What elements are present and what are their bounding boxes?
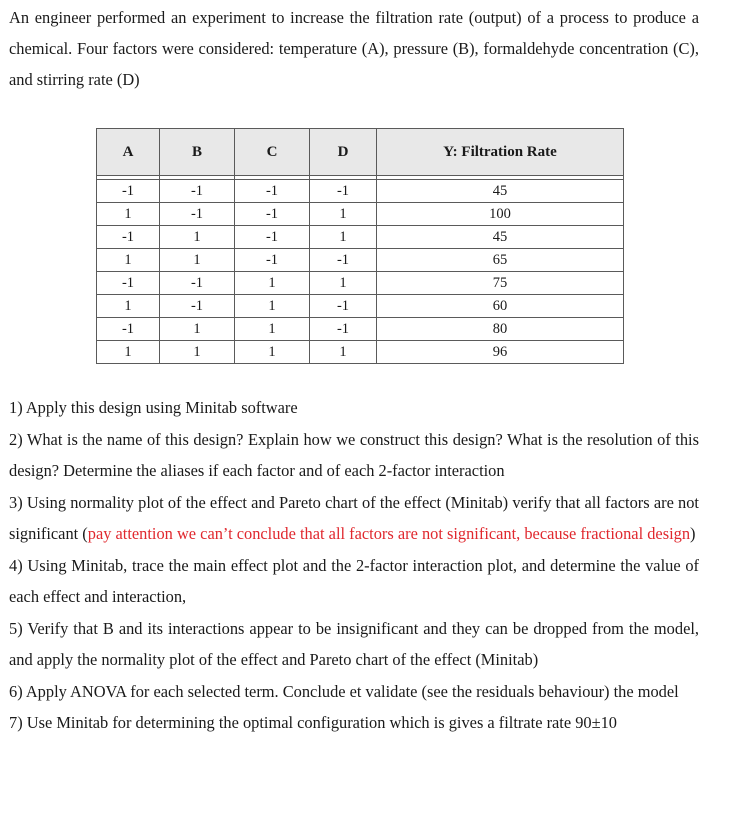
cell-b: -1: [160, 203, 235, 226]
question-2: 2) What is the name of this design? Explain how we construct this design? What is the resolution of this design? Determine the aliases if each factor and of each 2-factor interaction: [9, 429, 699, 480]
table-row: [97, 295, 624, 318]
cell-a: -1: [97, 180, 160, 203]
table-row: [97, 249, 624, 272]
question-5: 5) Verify that B and its interactions appear to be insignificant and they can be dropped from the model, and apply the normality plot of the effect and Pareto chart of the effect (Minitab): [9, 618, 699, 669]
cell-d: 1: [310, 272, 377, 295]
cell-c: 1: [235, 341, 310, 364]
cell-a: 1: [97, 249, 160, 272]
cell-a: 1: [97, 295, 160, 318]
cell-d: 1: [310, 341, 377, 364]
cell-a: -1: [97, 318, 160, 341]
question-list: [9, 392, 699, 739]
cell-c: 1: [235, 318, 310, 341]
cell-c: -1: [235, 249, 310, 272]
cell-y: 80: [377, 318, 624, 341]
cell-b: 1: [160, 341, 235, 364]
cell-a: 1: [97, 203, 160, 226]
cell-d: -1: [310, 295, 377, 318]
table-row: [97, 180, 624, 203]
cell-d: -1: [310, 180, 377, 203]
cell-y: 45: [377, 226, 624, 249]
question-3-warning: pay attention we can’t conclude that all factors are not significant, because fractional design: [87, 524, 691, 543]
question-6: 6) Apply ANOVA for each selected term. Conclude et validate (see the residuals behaviour) the model: [9, 681, 679, 701]
question-7: 7) Use Minitab for determining the optimal configuration which is gives a filtrate rate 90±10: [9, 713, 618, 732]
cell-a: -1: [97, 272, 160, 295]
intro-paragraph: [9, 2, 699, 95]
cell-a: 1: [97, 341, 160, 364]
cell-y: 96: [377, 341, 624, 364]
cell-y: 60: [377, 295, 624, 318]
cell-d: 1: [310, 203, 377, 226]
header-b: B: [160, 129, 235, 176]
intro-text: An engineer performed an experiment to increase the filtration rate (output) of a process to produce a chemical. Four factors were considered: temperature (A), pressure (B), formaldehyde concentration (C), and stirring rate (D): [9, 8, 699, 89]
cell-y: 100: [377, 203, 624, 226]
header-a: A: [97, 129, 160, 176]
cell-b: -1: [160, 272, 235, 295]
header-d: D: [310, 129, 377, 176]
cell-a: -1: [97, 226, 160, 249]
cell-c: 1: [235, 295, 310, 318]
header-c: C: [235, 129, 310, 176]
cell-d: -1: [310, 249, 377, 272]
question-3-end: ): [690, 524, 696, 543]
cell-d: -1: [310, 318, 377, 341]
cell-c: 1: [235, 272, 310, 295]
header-y: Y: Filtration Rate: [377, 129, 624, 176]
table-row: [97, 341, 624, 364]
question-1: 1) Apply this design using Minitab software: [9, 398, 298, 417]
cell-b: 1: [160, 226, 235, 249]
question-3-text: 3) Using normality plot of the effect and Pareto chart of the effect (Minitab) verify that all factors are not significant (: [9, 492, 699, 543]
question-4: 4) Using Minitab, trace the main effect plot and the 2-factor interaction plot, and determine the value of each effect and interaction,: [9, 555, 699, 606]
table-header-row: [97, 129, 624, 176]
cell-b: -1: [160, 180, 235, 203]
cell-d: 1: [310, 226, 377, 249]
cell-y: 65: [377, 249, 624, 272]
cell-c: -1: [235, 180, 310, 203]
cell-y: 75: [377, 272, 624, 295]
cell-b: 1: [160, 249, 235, 272]
table-row: [97, 226, 624, 249]
cell-b: -1: [160, 295, 235, 318]
table-row: [97, 272, 624, 295]
table-row: [97, 318, 624, 341]
cell-y: 45: [377, 180, 624, 203]
question-3: [9, 487, 699, 550]
cell-c: -1: [235, 203, 310, 226]
table-row: [97, 203, 624, 226]
factorial-design-table: [96, 128, 624, 364]
cell-b: 1: [160, 318, 235, 341]
cell-c: -1: [235, 226, 310, 249]
